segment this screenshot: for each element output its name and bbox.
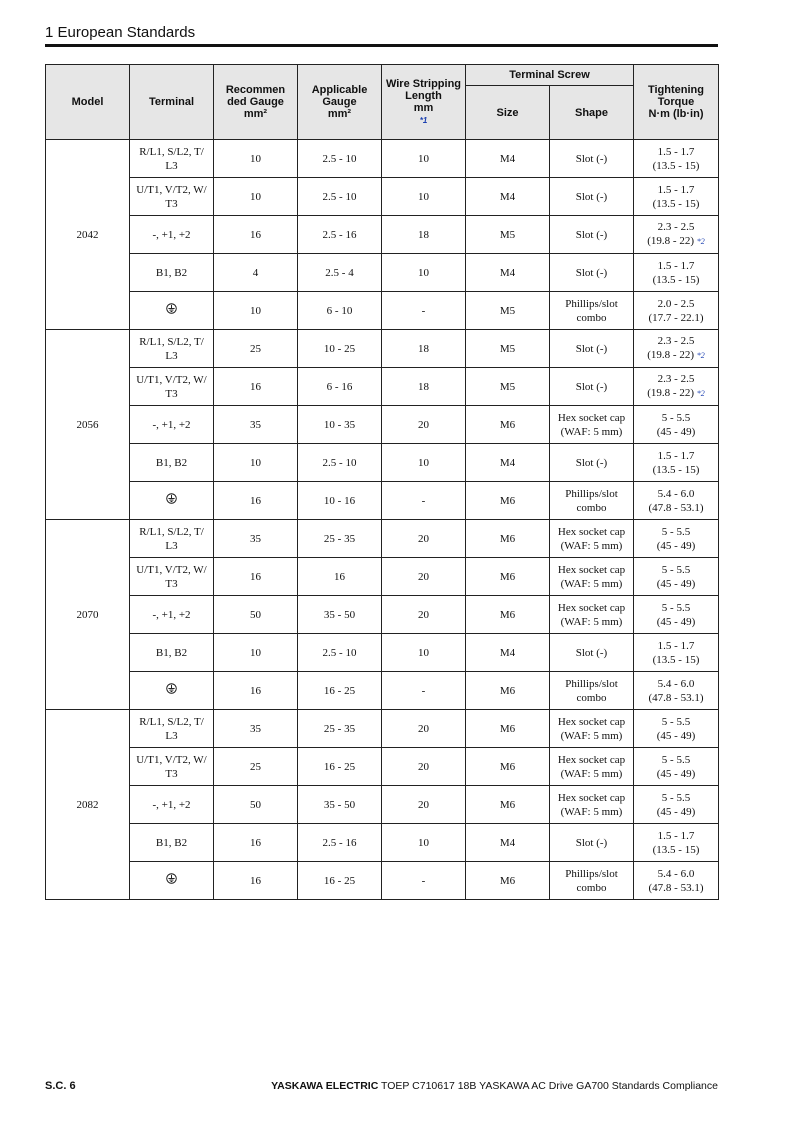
screw-shape-line2: (WAF: 5 mm): [560, 577, 623, 590]
recommended-gauge-cell: 50: [214, 786, 298, 824]
table-row: [46, 748, 719, 786]
torque-cell: [634, 216, 719, 254]
table-row: [46, 178, 719, 216]
terminal-cell: R/L1, S/L2, T/ L3: [130, 330, 214, 368]
recommended-gauge-cell: 35: [214, 710, 298, 748]
torque-lbin: (13.5 - 15): [652, 197, 700, 210]
screw-shape-line1: Slot (-): [575, 646, 608, 659]
screw-shape-line2: combo: [576, 501, 607, 514]
torque-cell: [634, 140, 719, 178]
wiring-spec-table: [45, 64, 719, 900]
terminal-cell: B1, B2: [130, 634, 214, 672]
screw-shape-cell: [550, 710, 634, 748]
table-row: [46, 216, 719, 254]
screw-shape-cell: [550, 368, 634, 406]
screw-shape-line2: combo: [576, 311, 607, 324]
torque-lbin: (19.8 - 22): [647, 235, 694, 247]
torque-lbin: (19.8 - 22): [647, 349, 694, 361]
stripping-length-cell: 10: [382, 444, 466, 482]
screw-shape-line2: (WAF: 5 mm): [560, 805, 623, 818]
torque-nm: 5 - 5.5: [661, 791, 691, 804]
screw-size-cell: M6: [466, 482, 550, 520]
stripping-length-cell: 20: [382, 596, 466, 634]
screw-shape-line1: Slot (-): [575, 152, 608, 165]
recommended-gauge-cell: 10: [214, 292, 298, 330]
stripping-length-cell: 10: [382, 178, 466, 216]
screw-size-cell: M6: [466, 862, 550, 900]
terminal-cell: U/T1, V/T2, W/ T3: [130, 558, 214, 596]
screw-shape-cell: [550, 178, 634, 216]
screw-shape-cell: [550, 672, 634, 710]
torque-nm: 5 - 5.5: [661, 753, 691, 766]
screw-shape-line1: Phillips/slot: [565, 297, 618, 310]
terminal-cell: B1, B2: [130, 824, 214, 862]
header-wire-stripping-unit: mm: [413, 101, 434, 114]
screw-shape-line1: Hex socket cap: [557, 563, 626, 576]
stripping-length-cell: 18: [382, 368, 466, 406]
screw-size-cell: M4: [466, 140, 550, 178]
torque-lbin: (47.8 - 53.1): [648, 881, 704, 894]
stripping-length-cell: -: [382, 862, 466, 900]
applicable-gauge-cell: 6 - 16: [298, 368, 382, 406]
header-applicable-gauge-unit: mm²: [327, 108, 352, 120]
header-size: Size: [466, 86, 550, 140]
applicable-gauge-cell: 16: [298, 558, 382, 596]
screw-shape-line1: Hex socket cap: [557, 601, 626, 614]
screw-size-cell: M6: [466, 748, 550, 786]
screw-shape-cell: [550, 824, 634, 862]
screw-shape-cell: [550, 140, 634, 178]
applicable-gauge-cell: 2.5 - 10: [298, 140, 382, 178]
screw-shape-cell: [550, 444, 634, 482]
table-row: [46, 292, 719, 330]
screw-shape-line2: (WAF: 5 mm): [560, 767, 623, 780]
screw-size-cell: M5: [466, 368, 550, 406]
table-row: [46, 558, 719, 596]
applicable-gauge-cell: 2.5 - 10: [298, 178, 382, 216]
screw-shape-line1: Slot (-): [575, 456, 608, 469]
header-terminal: Terminal: [130, 65, 214, 140]
header-terminal-screw: Terminal Screw: [466, 65, 634, 86]
applicable-gauge-cell: 25 - 35: [298, 520, 382, 558]
screw-shape-line2: combo: [576, 691, 607, 704]
footnote-ref-1: *1: [419, 115, 428, 125]
torque-lbin: (45 - 49): [656, 425, 696, 438]
footer-doc-title: TOEP C710617 18B YASKAWA AC Drive GA700 Standards Compliance: [381, 1080, 718, 1092]
table-row: [46, 786, 719, 824]
torque-nm: 5 - 5.5: [661, 411, 691, 424]
table-row: [46, 368, 719, 406]
torque-nm: 2.0 - 2.5: [657, 297, 695, 310]
screw-size-cell: M6: [466, 786, 550, 824]
torque-nm: 2.3 - 2.5: [657, 221, 695, 233]
torque-lbin: (45 - 49): [656, 615, 696, 628]
screw-shape-cell: [550, 482, 634, 520]
recommended-gauge-cell: 16: [214, 482, 298, 520]
screw-shape-line1: Phillips/slot: [565, 677, 618, 690]
screw-shape-line1: Phillips/slot: [565, 487, 618, 500]
stripping-length-cell: 10: [382, 634, 466, 672]
screw-shape-line1: Hex socket cap: [557, 411, 626, 424]
screw-shape-line1: Phillips/slot: [565, 867, 618, 880]
footer-brand: YASKAWA ELECTRIC: [271, 1080, 379, 1092]
table-row: [46, 520, 719, 558]
screw-shape-cell: [550, 216, 634, 254]
torque-nm: 5.4 - 6.0: [657, 677, 695, 690]
screw-shape-cell: [550, 558, 634, 596]
screw-shape-line1: Hex socket cap: [557, 791, 626, 804]
screw-size-cell: M6: [466, 596, 550, 634]
torque-nm: 1.5 - 1.7: [657, 639, 695, 652]
torque-nm: 1.5 - 1.7: [657, 259, 695, 272]
ground-icon: [166, 683, 177, 694]
page-number: S.C. 6: [45, 1080, 76, 1092]
torque-cell: [634, 178, 719, 216]
stripping-length-cell: 18: [382, 216, 466, 254]
header-model: Model: [46, 65, 130, 140]
table-body: [46, 140, 719, 900]
screw-size-cell: M6: [466, 558, 550, 596]
torque-cell: [634, 862, 719, 900]
header-shape: Shape: [550, 86, 634, 140]
table-row: [46, 444, 719, 482]
applicable-gauge-cell: 10 - 25: [298, 330, 382, 368]
screw-size-cell: M5: [466, 216, 550, 254]
screw-size-cell: M6: [466, 406, 550, 444]
table-row: [46, 862, 719, 900]
torque-nm: 5.4 - 6.0: [657, 867, 695, 880]
header-applicable-gauge-label: Applicable Gauge: [311, 84, 368, 108]
screw-size-cell: M6: [466, 672, 550, 710]
applicable-gauge-cell: 25 - 35: [298, 710, 382, 748]
recommended-gauge-cell: 25: [214, 330, 298, 368]
applicable-gauge-cell: 2.5 - 10: [298, 634, 382, 672]
torque-cell: [634, 786, 719, 824]
stripping-length-cell: -: [382, 482, 466, 520]
torque-lbin: (45 - 49): [656, 805, 696, 818]
table-row: [46, 596, 719, 634]
applicable-gauge-cell: 10 - 35: [298, 406, 382, 444]
screw-shape-line1: Slot (-): [575, 380, 608, 393]
header-recommended-gauge: [214, 65, 298, 140]
header-torque-label: Tightening Torque: [647, 84, 704, 108]
footer-doc-info: [271, 1080, 718, 1092]
torque-lbin: (47.8 - 53.1): [648, 691, 704, 704]
recommended-gauge-cell: 16: [214, 558, 298, 596]
torque-lbin: (45 - 49): [656, 767, 696, 780]
torque-cell: [634, 330, 719, 368]
applicable-gauge-cell: 2.5 - 16: [298, 216, 382, 254]
screw-size-cell: M4: [466, 178, 550, 216]
screw-shape-cell: [550, 748, 634, 786]
recommended-gauge-cell: 10: [214, 178, 298, 216]
recommended-gauge-cell: 16: [214, 862, 298, 900]
applicable-gauge-cell: 35 - 50: [298, 596, 382, 634]
terminal-cell: [130, 672, 214, 710]
applicable-gauge-cell: 16 - 25: [298, 672, 382, 710]
screw-shape-line2: (WAF: 5 mm): [560, 615, 623, 628]
recommended-gauge-cell: 10: [214, 140, 298, 178]
torque-nm: 5.4 - 6.0: [657, 487, 695, 500]
section-title: 1 European Standards: [45, 24, 196, 41]
torque-cell: [634, 558, 719, 596]
screw-size-cell: M4: [466, 444, 550, 482]
recommended-gauge-cell: 10: [214, 634, 298, 672]
torque-nm: 1.5 - 1.7: [657, 145, 695, 158]
torque-cell: [634, 254, 719, 292]
screw-shape-cell: [550, 254, 634, 292]
stripping-length-cell: 20: [382, 520, 466, 558]
footnote-ref-2: *2: [696, 389, 705, 398]
torque-cell: [634, 672, 719, 710]
table-row: [46, 634, 719, 672]
screw-shape-line1: Hex socket cap: [557, 525, 626, 538]
table-row: [46, 824, 719, 862]
recommended-gauge-cell: 25: [214, 748, 298, 786]
screw-size-cell: M4: [466, 634, 550, 672]
footnote-ref-2: *2: [696, 351, 705, 360]
torque-nm: 5 - 5.5: [661, 563, 691, 576]
screw-size-cell: M6: [466, 520, 550, 558]
stripping-length-cell: -: [382, 292, 466, 330]
screw-shape-cell: [550, 520, 634, 558]
torque-nm: 1.5 - 1.7: [657, 449, 695, 462]
torque-lbin: (45 - 49): [656, 539, 696, 552]
torque-nm: 5 - 5.5: [661, 525, 691, 538]
recommended-gauge-cell: 16: [214, 368, 298, 406]
model-cell: 2082: [46, 710, 130, 900]
torque-lbin: (13.5 - 15): [652, 273, 700, 286]
footnote-ref-2: *2: [696, 237, 705, 246]
screw-shape-line2: (WAF: 5 mm): [560, 729, 623, 742]
terminal-cell: [130, 862, 214, 900]
terminal-cell: [130, 482, 214, 520]
torque-cell: [634, 596, 719, 634]
torque-cell: [634, 748, 719, 786]
model-cell: 2056: [46, 330, 130, 520]
screw-size-cell: M5: [466, 292, 550, 330]
model-cell: 2070: [46, 520, 130, 710]
stripping-length-cell: -: [382, 672, 466, 710]
screw-size-cell: M4: [466, 254, 550, 292]
torque-cell: [634, 368, 719, 406]
header-recommended-gauge-unit: mm²: [243, 108, 268, 120]
terminal-cell: U/T1, V/T2, W/ T3: [130, 178, 214, 216]
torque-cell: [634, 824, 719, 862]
header-torque: [634, 65, 719, 140]
applicable-gauge-cell: 6 - 10: [298, 292, 382, 330]
applicable-gauge-cell: 35 - 50: [298, 786, 382, 824]
stripping-length-cell: 18: [382, 330, 466, 368]
torque-cell: [634, 482, 719, 520]
terminal-cell: [130, 292, 214, 330]
header-wire-stripping: [382, 65, 466, 140]
torque-cell: [634, 634, 719, 672]
screw-size-cell: M6: [466, 710, 550, 748]
table-row: [46, 140, 719, 178]
recommended-gauge-cell: 10: [214, 444, 298, 482]
header-recommended-gauge-label: Recommen ded Gauge: [225, 84, 286, 108]
torque-nm: 5 - 5.5: [661, 715, 691, 728]
screw-shape-cell: [550, 786, 634, 824]
model-cell: 2042: [46, 140, 130, 330]
screw-shape-line1: Slot (-): [575, 342, 608, 355]
table-row: [46, 406, 719, 444]
table-row: [46, 254, 719, 292]
torque-cell: [634, 406, 719, 444]
torque-nm: 2.3 - 2.5: [657, 335, 695, 347]
stripping-length-cell: 20: [382, 558, 466, 596]
torque-lbin: (45 - 49): [656, 577, 696, 590]
torque-lbin: (17.7 - 22.1): [648, 311, 704, 324]
screw-shape-cell: [550, 292, 634, 330]
header-torque-unit: N·m (lb·in): [648, 108, 704, 120]
screw-size-cell: M5: [466, 330, 550, 368]
header-wire-stripping-label: Wire Stripping Length: [385, 77, 462, 102]
screw-shape-cell: [550, 862, 634, 900]
applicable-gauge-cell: 10 - 16: [298, 482, 382, 520]
torque-nm: 5 - 5.5: [661, 601, 691, 614]
screw-shape-cell: [550, 406, 634, 444]
stripping-length-cell: 20: [382, 786, 466, 824]
applicable-gauge-cell: 16 - 25: [298, 748, 382, 786]
screw-shape-line2: (WAF: 5 mm): [560, 425, 623, 438]
screw-shape-cell: [550, 330, 634, 368]
title-rule: [45, 44, 718, 47]
screw-shape-line1: Slot (-): [575, 228, 608, 241]
recommended-gauge-cell: 16: [214, 216, 298, 254]
screw-shape-line1: Hex socket cap: [557, 753, 626, 766]
header-applicable-gauge: [298, 65, 382, 140]
screw-shape-line2: combo: [576, 881, 607, 894]
terminal-cell: B1, B2: [130, 444, 214, 482]
screw-shape-line1: Slot (-): [575, 266, 608, 279]
screw-shape-line1: Hex socket cap: [557, 715, 626, 728]
terminal-cell: R/L1, S/L2, T/ L3: [130, 140, 214, 178]
ground-icon: [166, 303, 177, 314]
applicable-gauge-cell: 16 - 25: [298, 862, 382, 900]
torque-lbin: (45 - 49): [656, 729, 696, 742]
stripping-length-cell: 10: [382, 254, 466, 292]
terminal-cell: -, +1, +2: [130, 596, 214, 634]
torque-lbin: (19.8 - 22): [647, 387, 694, 399]
applicable-gauge-cell: 2.5 - 10: [298, 444, 382, 482]
recommended-gauge-cell: 35: [214, 520, 298, 558]
table-row: [46, 710, 719, 748]
ground-icon: [166, 873, 177, 884]
torque-lbin: (13.5 - 15): [652, 159, 700, 172]
screw-shape-line1: Slot (-): [575, 190, 608, 203]
stripping-length-cell: 20: [382, 748, 466, 786]
recommended-gauge-cell: 50: [214, 596, 298, 634]
torque-nm: 1.5 - 1.7: [657, 183, 695, 196]
recommended-gauge-cell: 16: [214, 672, 298, 710]
stripping-length-cell: 10: [382, 824, 466, 862]
terminal-cell: -, +1, +2: [130, 406, 214, 444]
torque-cell: [634, 710, 719, 748]
screw-shape-cell: [550, 596, 634, 634]
torque-cell: [634, 292, 719, 330]
screw-shape-line2: (WAF: 5 mm): [560, 539, 623, 552]
torque-nm: 2.3 - 2.5: [657, 373, 695, 385]
table-row: [46, 330, 719, 368]
torque-lbin: (13.5 - 15): [652, 843, 700, 856]
screw-size-cell: M4: [466, 824, 550, 862]
terminal-cell: R/L1, S/L2, T/ L3: [130, 520, 214, 558]
torque-cell: [634, 520, 719, 558]
terminal-cell: B1, B2: [130, 254, 214, 292]
torque-nm: 1.5 - 1.7: [657, 829, 695, 842]
terminal-cell: U/T1, V/T2, W/ T3: [130, 748, 214, 786]
applicable-gauge-cell: 2.5 - 4: [298, 254, 382, 292]
screw-shape-line1: Slot (-): [575, 836, 608, 849]
stripping-length-cell: 20: [382, 710, 466, 748]
torque-lbin: (13.5 - 15): [652, 463, 700, 476]
recommended-gauge-cell: 16: [214, 824, 298, 862]
screw-shape-cell: [550, 634, 634, 672]
recommended-gauge-cell: 35: [214, 406, 298, 444]
stripping-length-cell: 10: [382, 140, 466, 178]
terminal-cell: -, +1, +2: [130, 786, 214, 824]
terminal-cell: R/L1, S/L2, T/ L3: [130, 710, 214, 748]
ground-icon: [166, 493, 177, 504]
recommended-gauge-cell: 4: [214, 254, 298, 292]
applicable-gauge-cell: 2.5 - 16: [298, 824, 382, 862]
table-row: [46, 482, 719, 520]
torque-lbin: (47.8 - 53.1): [648, 501, 704, 514]
terminal-cell: U/T1, V/T2, W/ T3: [130, 368, 214, 406]
torque-cell: [634, 444, 719, 482]
torque-lbin: (13.5 - 15): [652, 653, 700, 666]
stripping-length-cell: 20: [382, 406, 466, 444]
table-row: [46, 672, 719, 710]
terminal-cell: -, +1, +2: [130, 216, 214, 254]
